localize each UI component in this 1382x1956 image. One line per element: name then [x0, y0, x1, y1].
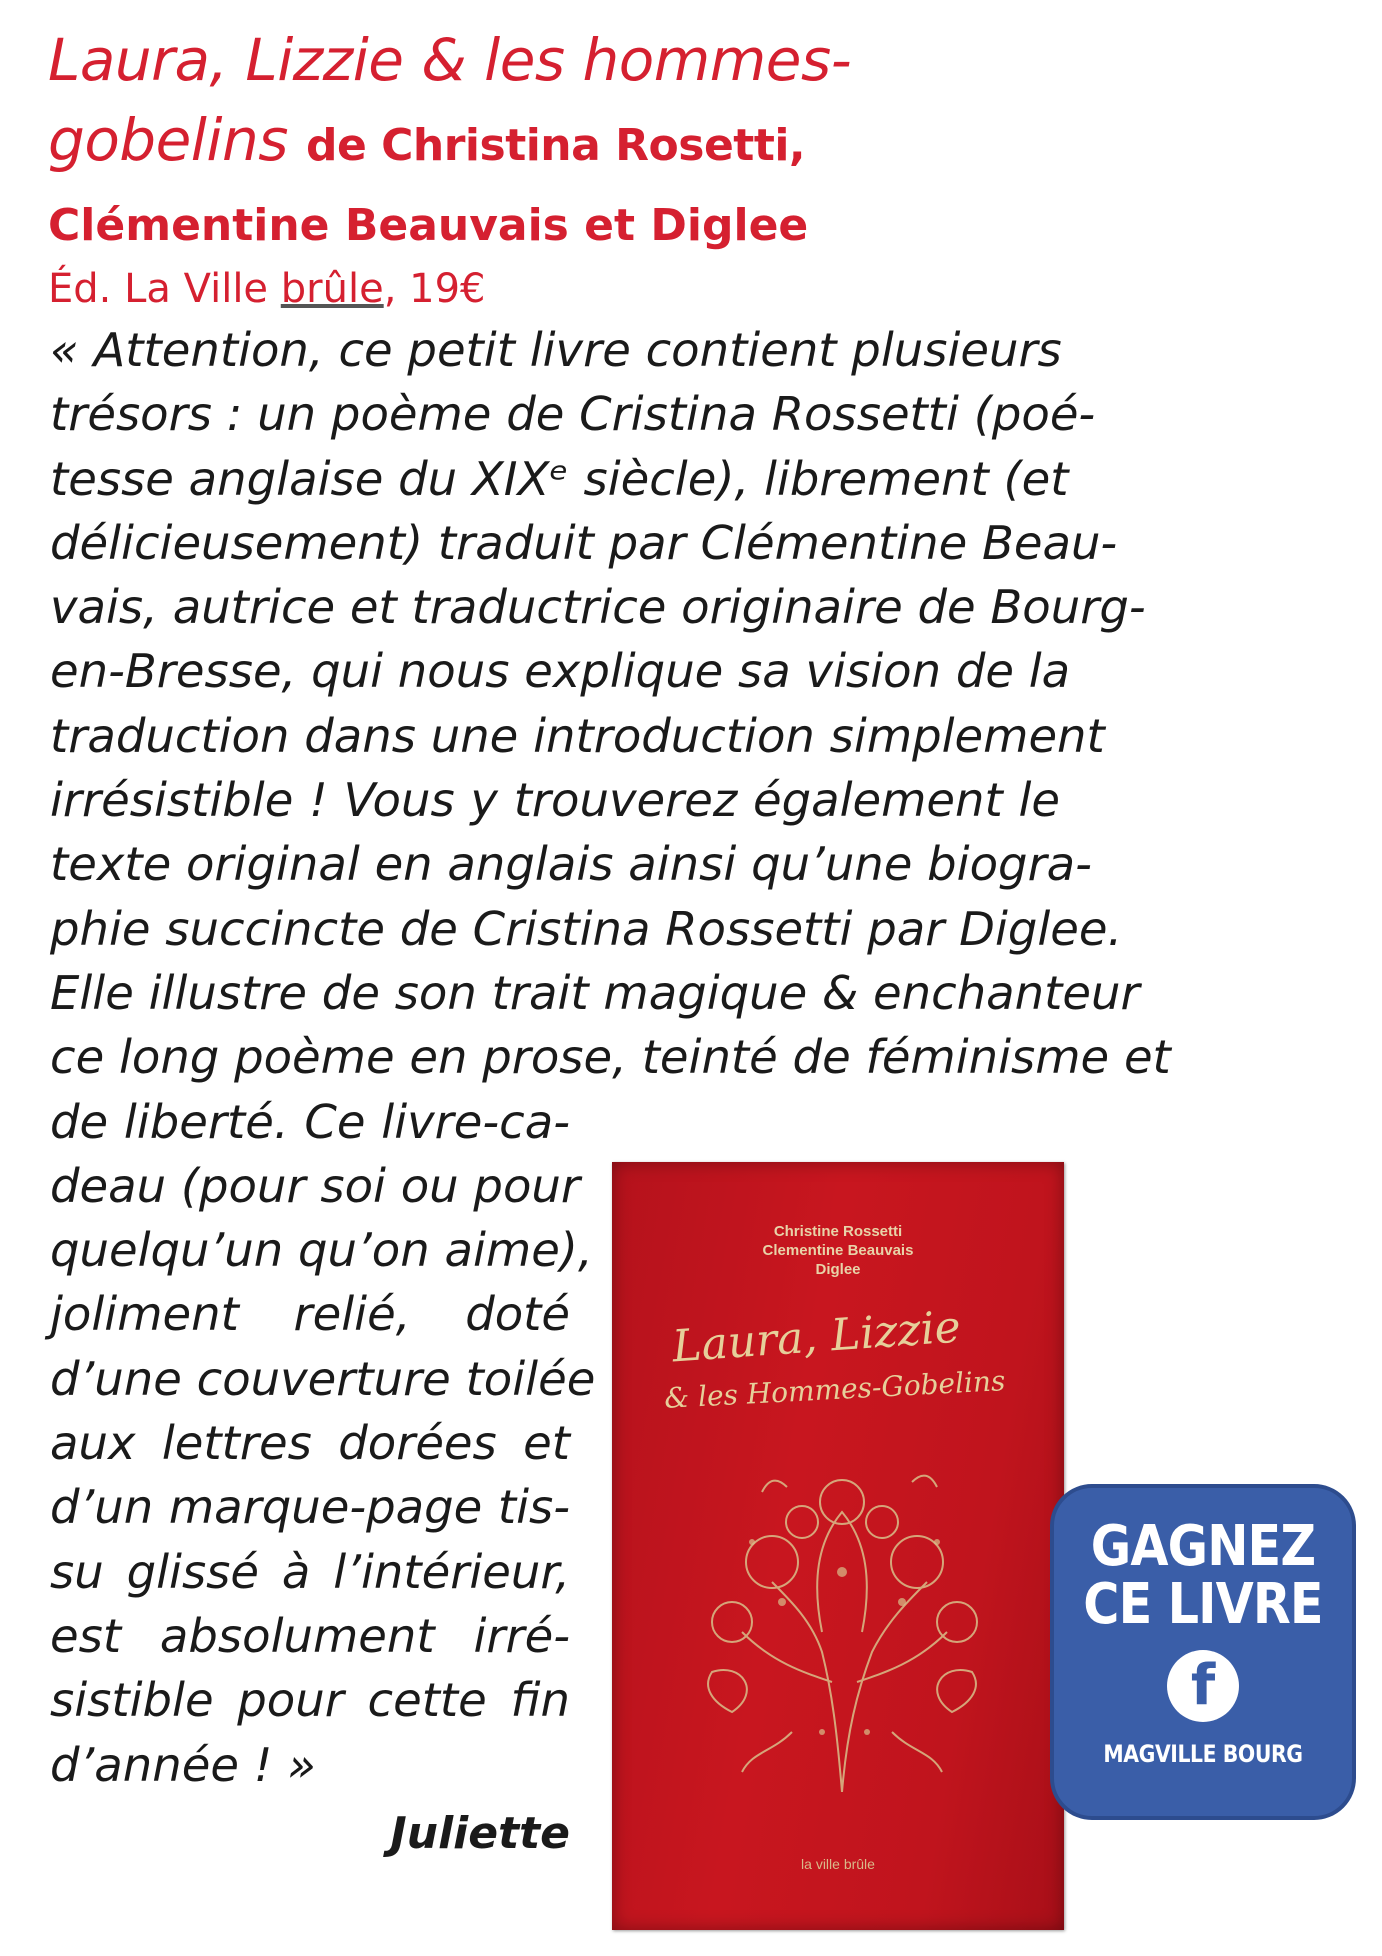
review-line: d’année ! » [50, 1737, 316, 1792]
review-line: ce long poème en prose, teinté de féminisme et [50, 1030, 1171, 1085]
cover-author: Clementine Beauvais [762, 1242, 914, 1259]
book-cover [612, 1162, 1064, 1930]
facebook-glyph: f [1190, 1653, 1216, 1718]
article-header [48, 20, 1068, 316]
facebook-icon[interactable] [1167, 1650, 1239, 1722]
review-line: quelqu’un qu’on aime), [50, 1223, 593, 1278]
review-line: tesse anglaise du XIXᵉ siècle), librement (et [50, 451, 1069, 506]
cover-title: Laura, Lizzie [670, 1301, 963, 1373]
review-line: su glissé à l’intérieur, [50, 1544, 570, 1599]
authors-part-1: de Christina Rosetti, [305, 120, 806, 171]
authors-part-2: Clémentine Beauvais et Diglee [48, 200, 809, 251]
cover-subtitle: & les Hommes-Gobelins [663, 1364, 1007, 1415]
review-line: Elle illustre de son trait magique & enchanteur [50, 965, 1140, 1020]
cover-author: Christine Rossetti [773, 1223, 903, 1240]
badge-line-2: CE LIVRE [1083, 1572, 1323, 1637]
review-line: délicieusement) traduit par Clémentine Beau- [50, 515, 1118, 570]
review-line: « Attention, ce petit livre contient plusieurs [50, 323, 1062, 377]
review-line: d’un marque-page tis- [50, 1480, 570, 1535]
publisher-prefix: Éd. La Ville [48, 266, 281, 312]
review-line: en-Bresse, qui nous explique sa vision de la [50, 644, 1071, 699]
publisher-name: brûle [280, 266, 384, 312]
review-line: trésors : un poème de Cristina Rossetti (poé- [50, 387, 1096, 442]
review-line: deau (pour soi ou pour [50, 1158, 580, 1213]
tree-illustration-icon [672, 1432, 1012, 1792]
badge-line-1: GAGNEZ [1090, 1514, 1316, 1579]
publisher-price: , 19€ [383, 266, 486, 312]
review-line: joliment relié, doté [50, 1287, 570, 1342]
review-line: d’une couverture toilée [50, 1351, 596, 1406]
cover-authors [612, 1222, 1064, 1279]
book-title-part-1: Laura, Lizzie & les hommes- [48, 26, 852, 94]
review-line: texte original en anglais ainsi qu’une biogra- [50, 837, 1092, 892]
book-title-line-1 [48, 20, 1068, 100]
review-line: irrésistible ! Vous y trouverez également le [50, 773, 1060, 828]
review-line: est absolument irré- [50, 1608, 570, 1663]
cover-publisher: la ville brûle [801, 1856, 875, 1872]
review-line: sistible pour cette fin [50, 1673, 570, 1728]
contest-badge[interactable] [1050, 1484, 1356, 1820]
book-title-line-2 [48, 100, 1068, 186]
badge-footer: MAGVILLE BOURG [1103, 1740, 1303, 1768]
review-line: vais, autrice et traductrice originaire de Bourg- [50, 580, 1146, 635]
review-signature: Juliette [390, 1808, 570, 1859]
review-line: aux lettres dorées et [50, 1416, 570, 1471]
review-line: de liberté. Ce livre-ca- [50, 1094, 570, 1149]
review-line: traduction dans une introduction simplement [50, 708, 1105, 763]
book-title-part-2: gobelins [48, 106, 289, 174]
review-line: phie succincte de Cristina Rossetti par Diglee. [50, 901, 1123, 956]
publisher-line [48, 262, 1068, 316]
cover-author: Diglee [815, 1261, 861, 1278]
